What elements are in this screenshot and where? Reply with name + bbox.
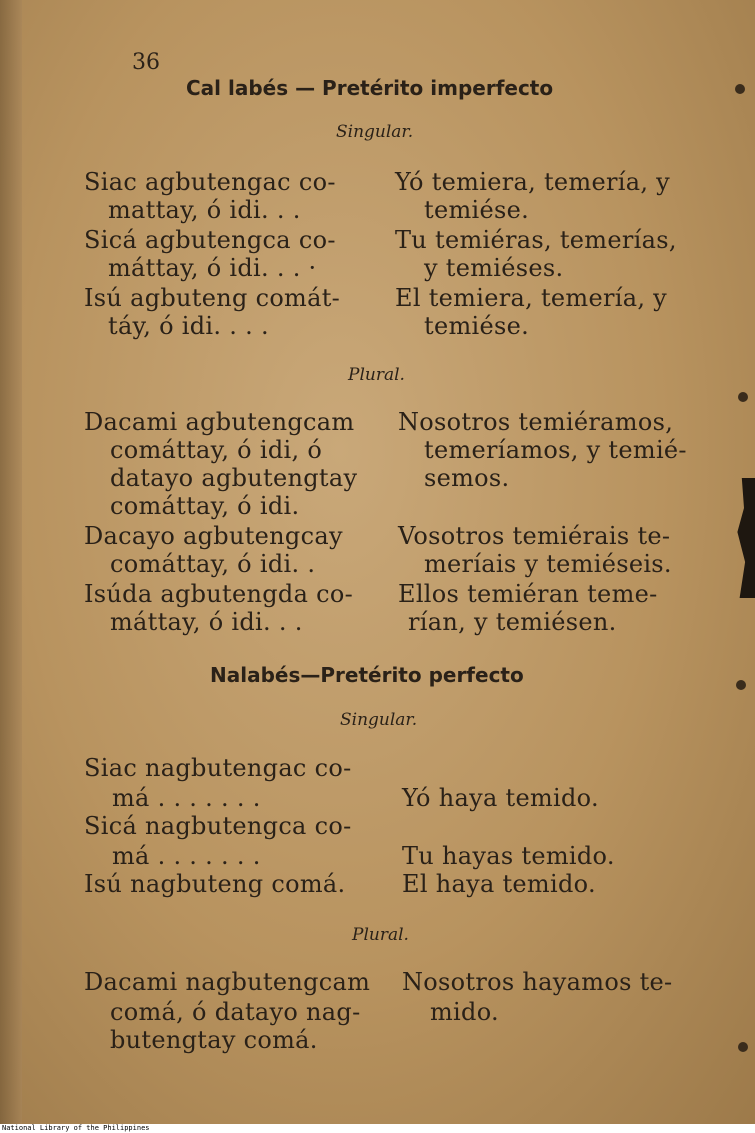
verse-left-line: mattay, ó idi. . . <box>108 196 301 224</box>
page-tear <box>733 478 755 598</box>
verse-left-line: butengtay comá. <box>110 1026 318 1054</box>
verse-right-line: Yó haya temido. <box>402 784 599 812</box>
verse-left-line: Sicá nagbutengca co- <box>84 812 352 840</box>
subheading-plural: Plural. <box>348 365 405 385</box>
verse-right-line: semos. <box>424 464 510 492</box>
verse-right-line: temeríamos, y temié- <box>424 436 687 464</box>
verse-left-line: táy, ó idi. . . . <box>108 312 269 340</box>
verse-left-line: Siac agbutengac co- <box>84 168 336 196</box>
stain-mark <box>735 84 745 94</box>
verse-left-line: datayo agbutengtay <box>110 464 358 492</box>
verse-right-line: temiése. <box>424 312 530 340</box>
verse-left-line: Isú agbuteng comát- <box>84 284 341 312</box>
section-title-perfect: Nalabés—Pretérito perfecto <box>210 663 524 687</box>
stain-mark <box>736 680 746 690</box>
verse-left-line: comáttay, ó idi, ó <box>110 436 323 464</box>
verse-left-line: má . . . . . . . <box>112 842 261 870</box>
verse-right-line: mido. <box>430 998 499 1026</box>
verse-left-line: Dacami agbutengcam <box>84 408 355 436</box>
subheading-singular: Singular. <box>340 710 418 730</box>
verse-left-line: comáttay, ó idi. . <box>110 550 316 578</box>
verse-right-line: Yó temiera, temería, y <box>395 168 671 196</box>
verse-right-line: El temiera, temería, y <box>395 284 668 312</box>
page-number: 36 <box>132 50 160 75</box>
verse-left-line: Dacayo agbutengcay <box>84 522 343 550</box>
verse-left-line: comáttay, ó idi. <box>110 492 300 520</box>
verse-left-line: máttay, ó idi. . . · <box>108 254 317 282</box>
stain-mark <box>738 392 748 402</box>
verse-right-line: Nosotros temiéramos, <box>398 408 674 436</box>
page-edge-shadow <box>0 0 22 1124</box>
verse-right-line: rían, y temiésen. <box>408 608 617 636</box>
verse-right-line: Tu temiéras, temerías, <box>395 226 677 254</box>
verse-right-line: Ellos temiéran teme- <box>398 580 658 608</box>
verse-right-line: y temiéses. <box>424 254 564 282</box>
footer-credit: National Library of the Philippines <box>2 1124 150 1132</box>
section-title-imperfect: Cal labés — Pretérito imperfecto <box>186 76 554 100</box>
verse-left-line: Isúda agbutengda co- <box>84 580 354 608</box>
verse-left-line: Siac nagbutengac co- <box>84 754 352 782</box>
verse-left-line: Isú nagbuteng comá. <box>84 870 346 898</box>
verse-left-line: má . . . . . . . <box>112 784 261 812</box>
verse-right-line: El haya temido. <box>402 870 596 898</box>
verse-left-line: Sicá agbutengca co- <box>84 226 336 254</box>
verse-right-line: Tu hayas temido. <box>402 842 615 870</box>
verse-left-line: Dacami nagbutengcam <box>84 968 371 996</box>
verse-left-line: máttay, ó idi. . . <box>110 608 303 636</box>
verse-left-line: comá, ó datayo nag- <box>110 998 361 1026</box>
subheading-plural: Plural. <box>352 925 409 945</box>
stain-mark <box>738 1042 748 1052</box>
verse-right-line: Vosotros temiérais te- <box>398 522 671 550</box>
verse-right-line: Nosotros hayamos te- <box>402 968 673 996</box>
subheading-singular: Singular. <box>336 122 414 142</box>
verse-right-line: meríais y temiéseis. <box>424 550 672 578</box>
verse-right-line: temiése. <box>424 196 530 224</box>
